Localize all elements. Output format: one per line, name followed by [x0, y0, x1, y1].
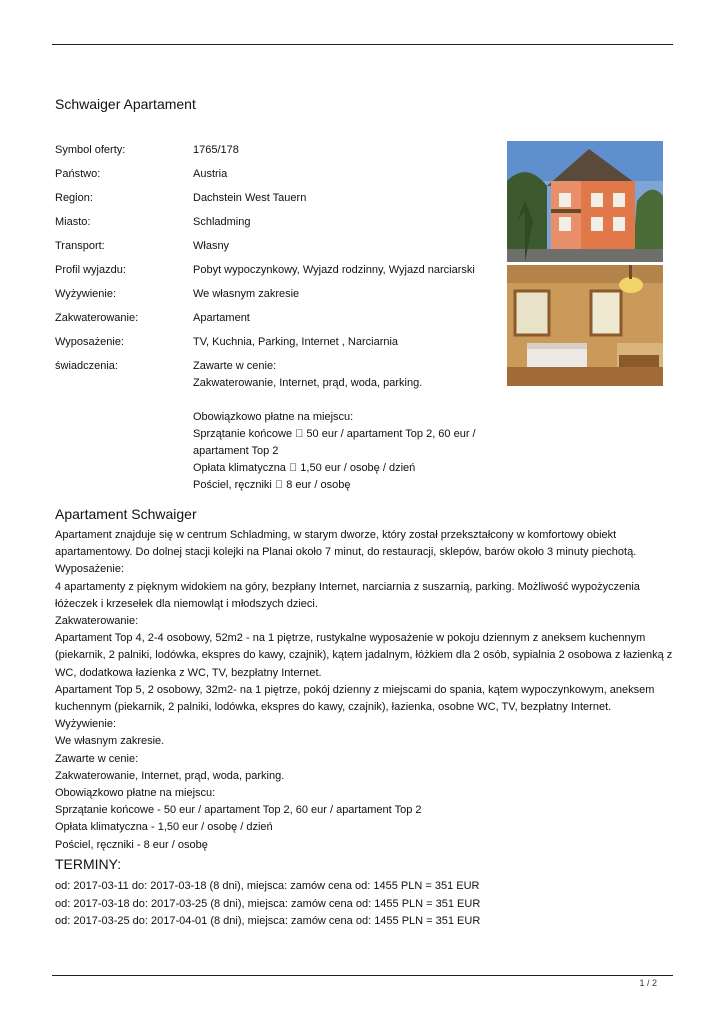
info-label: Symbol oferty:	[55, 144, 126, 156]
info-value-line: Opłata klimatyczna 1,50 eur / osobę / dzień	[193, 462, 404, 474]
info-value-line: TV, Kuchnia, Parking, Internet , Narciarnia	[193, 336, 399, 348]
info-value-line: Zakwaterowanie, Internet, prąd, woda, parking.	[193, 377, 423, 389]
info-value-line: Apartament	[193, 312, 250, 324]
terms-list	[55, 878, 675, 931]
description-paragraph: Sprzątanie końcowe - 50 eur / apartament Top 2, 60 eur / apartament Top 2	[55, 804, 422, 817]
info-row	[55, 286, 500, 303]
info-label: Wyżywienie:	[55, 288, 117, 300]
info-value	[193, 286, 500, 303]
info-row	[55, 334, 500, 351]
info-label: Region:	[55, 192, 93, 204]
info-label: Wyposażenie:	[55, 336, 124, 348]
offer-info-table	[55, 142, 500, 501]
info-label: Transport:	[55, 240, 105, 252]
info-label: Państwo:	[55, 168, 101, 180]
info-value	[193, 238, 500, 255]
info-value	[193, 334, 500, 351]
description-paragraph: Opłata klimatyczna - 1,50 eur / osobę / dzień	[55, 821, 273, 834]
info-value-line: Sprzątanie końcowe 50 eur / apartament Top 2, 60 eur /	[193, 428, 465, 440]
info-row	[55, 262, 500, 279]
description-paragraph: Apartament znajduje się w centrum Schladming, w starym dworze, który został przekształcony w komfortowy obiekt apartamentowy. Do dolnej stacji kolejki na Planai około 7 minut, do restauracji, sklepów, barów około 3 minuty piechotą.	[55, 529, 637, 559]
footer-rule	[52, 975, 673, 976]
info-value	[193, 310, 500, 327]
description-body	[55, 527, 675, 854]
terms-title: TERMINY:	[55, 856, 122, 872]
info-value-line: Dachstein West Tauern	[193, 192, 307, 204]
info-label: Profil wyjazdu:	[55, 264, 126, 276]
description-paragraph: Obowiązkowo płatne na miejscu:	[55, 787, 216, 800]
description-paragraph: Pościel, ręczniki - 8 eur / osobę	[55, 838, 208, 851]
info-value	[193, 142, 500, 159]
term-row: od: 2017-03-25 do: 2017-04-01 (8 dni), miejsca: zamów cena od: 1455 PLN = 351 EUR	[55, 915, 481, 927]
description-paragraph: Wyżywienie:	[55, 718, 117, 731]
description-paragraph: Zawarte w cenie:	[55, 752, 139, 765]
section-title: Apartament Schwaiger	[55, 506, 197, 522]
building-photo	[507, 141, 663, 262]
page-title: Schwaiger Apartament	[55, 96, 196, 112]
info-label: świadczenia:	[55, 360, 118, 372]
info-value-line: Zawarte w cenie:	[193, 360, 277, 372]
info-value-line: Obowiązkowo płatne na miejscu:	[193, 411, 354, 423]
info-row	[55, 190, 500, 207]
info-value-line: apartament Top 2	[193, 445, 279, 457]
info-value-line: We własnym zakresie	[193, 288, 300, 300]
info-row	[55, 238, 500, 255]
description-paragraph: We własnym zakresie.	[55, 735, 165, 748]
header-rule	[52, 44, 673, 45]
description-paragraph: Wyposażenie:	[55, 563, 124, 576]
info-row	[55, 166, 500, 183]
description-paragraph: Apartament Top 4, 2-4 osobowy, 52m2 - na 1 piętrze, rustykalne wyposażenie w pokoju dziennym z aneksem kuchennym (piekarnik, 2 palniki, lodówka, ekspres do kawy, czajnik), kątem jadalnym, łóżkiem dla 2 osób, sypialnia 2 osobowa z łazienką z WC, dodatkowa łazienka z WC, TV, bezpłatny Internet.	[55, 632, 673, 679]
description-paragraph: Zakwaterowanie, Internet, prąd, woda, parking.	[55, 769, 285, 782]
description-paragraph: Apartament Top 5, 2 osobowy, 32m2- na 1 piętrze, pokój dzienny z miejscami do spania, kątem wypoczynkowym, aneksem kuchennym (piekarnik, 2 palniki, lodówka, ekspres do kawy, czajnik), łazienka, osobne WC, TV, bezpłatny Internet.	[55, 683, 655, 714]
info-row	[55, 214, 500, 231]
info-value-line	[193, 392, 500, 409]
info-value-line: 1765/178	[193, 144, 239, 156]
info-value	[193, 166, 500, 183]
info-value-line: Austria	[193, 168, 228, 180]
interior-photo	[507, 265, 663, 386]
info-value	[193, 214, 500, 231]
info-value-line: Schladming	[193, 216, 251, 228]
description-paragraph: 4 apartamenty z pięknym widokiem na góry, bezpłany Internet, narciarnia z suszarnią, parking. Możliwość wypożyczenia łóżeczek i krzesełek dla niemowląt i młodszych dzieci.	[55, 580, 640, 610]
info-value-line: Pościel, ręczniki 8 eur / osobę	[193, 479, 340, 491]
info-value	[193, 358, 500, 494]
info-value	[193, 262, 500, 279]
info-value-line: Pobyt wypoczynkowy, Wyjazd rodzinny, Wyjazd narciarski	[193, 264, 475, 276]
page-indicator: 1 / 2	[639, 978, 657, 988]
description-paragraph: Zakwaterowanie:	[55, 615, 139, 628]
info-row	[55, 358, 500, 494]
term-row: od: 2017-03-11 do: 2017-03-18 (8 dni), miejsca: zamów cena od: 1455 PLN = 351 EUR	[55, 880, 480, 892]
info-row	[55, 142, 500, 159]
info-value	[193, 190, 500, 207]
term-row: od: 2017-03-18 do: 2017-03-25 (8 dni), miejsca: zamów cena od: 1455 PLN = 351 EUR	[55, 897, 481, 910]
info-label: Zakwaterowanie:	[55, 312, 139, 324]
info-row	[55, 310, 500, 327]
info-value-line: Własny	[193, 240, 230, 252]
info-label: Miasto:	[55, 216, 91, 228]
